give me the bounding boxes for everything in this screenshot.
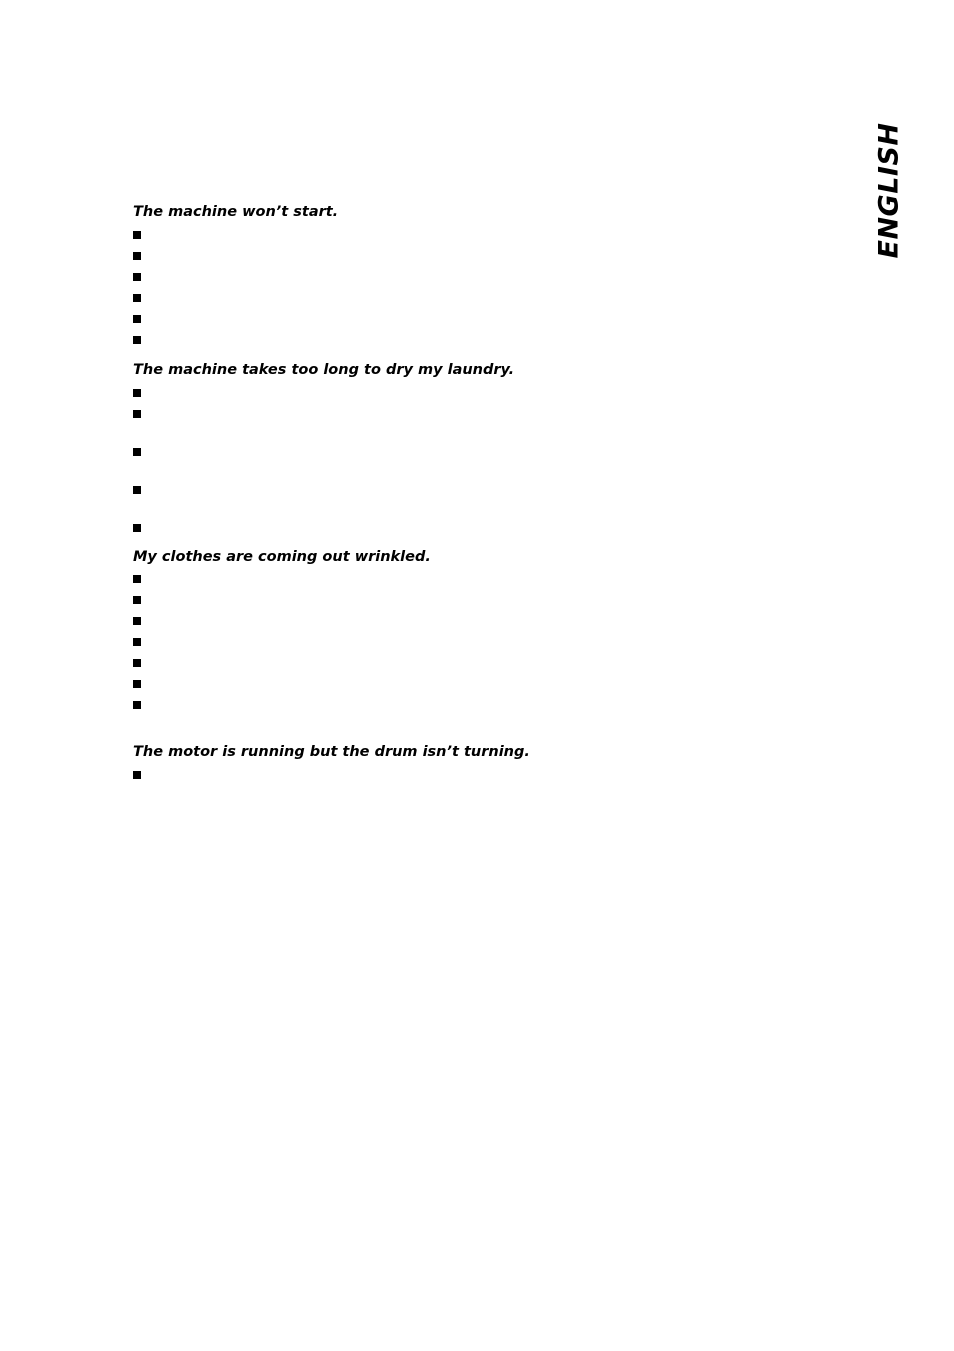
bullet-marker <box>133 638 141 646</box>
troubleshoot-section-machine-wont-start <box>133 204 833 221</box>
section-heading: The machine takes too long to dry my laundry. <box>133 362 515 378</box>
bullet-marker <box>133 389 141 397</box>
bullet-marker <box>133 410 141 418</box>
bullet-marker <box>133 294 141 302</box>
troubleshoot-section-wrinkled-clothes <box>133 549 833 566</box>
bullet-marker <box>133 575 141 583</box>
section-heading: My clothes are coming out wrinkled. <box>133 549 431 565</box>
bullet-marker <box>133 231 141 239</box>
bullet-marker <box>133 486 141 494</box>
bullet-marker <box>133 524 141 532</box>
language-tab <box>872 120 906 260</box>
bullet-marker <box>133 596 141 604</box>
bullet-marker <box>133 617 141 625</box>
section-heading: The machine won’t start. <box>133 204 339 220</box>
troubleshoot-section-long-dry-time <box>133 362 833 379</box>
troubleshoot-section-drum-not-turning <box>133 744 833 761</box>
bullet-marker <box>133 771 141 779</box>
bullet-marker <box>133 680 141 688</box>
bullet-marker <box>133 448 141 456</box>
language-tab-label: ENGLISH <box>873 122 905 258</box>
bullet-marker <box>133 701 141 709</box>
bullet-marker <box>133 336 141 344</box>
bullet-marker <box>133 252 141 260</box>
bullet-marker <box>133 273 141 281</box>
bullet-marker <box>133 659 141 667</box>
bullet-marker <box>133 315 141 323</box>
section-heading: The motor is running but the drum isn’t turning. <box>133 744 530 760</box>
